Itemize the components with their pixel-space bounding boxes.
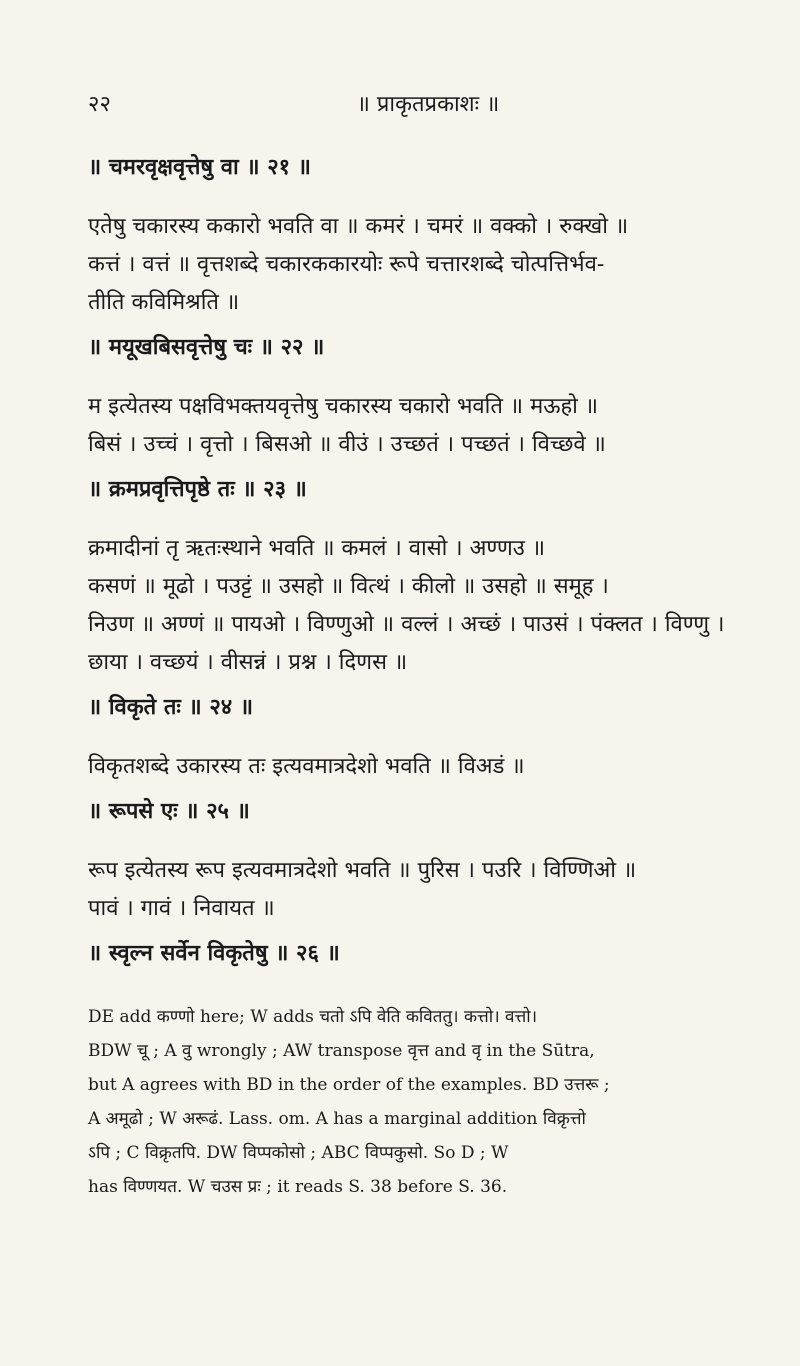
- sutra-24: [88, 688, 728, 786]
- sutra-22: [88, 328, 728, 464]
- page-header: [88, 88, 728, 122]
- commentary-line: छाया । वच्छयं । वीसन्नं । प्रश्न । दिणस ॥: [88, 650, 408, 675]
- footnote-line: A अमूढो ; W अरूढं. Lass. om. A has a marginal addition विक्रृत्तो: [88, 1109, 586, 1129]
- sutra-21: [88, 148, 728, 322]
- footnotes: [88, 1000, 728, 1204]
- sutra-heading: ॥ स्वृल्न सर्वेन विकृतेषु ॥ २६ ॥: [88, 940, 340, 966]
- footnote-line: ऽपि ; C विक्रृतपि. DW विप्पकोसो ; ABC विप्पकुसो. So D ; W: [88, 1143, 509, 1163]
- sutra-heading: ॥ चमरवृक्षवृत्तेषु वा ॥ २१ ॥: [88, 154, 311, 180]
- page-number: २२: [88, 92, 111, 117]
- footnote-line: DE add कण्णो here; W adds चतो ऽपि वेति कविततु। कत्तो। वत्तो।: [88, 1007, 538, 1027]
- commentary-line: बिसं । उच्चं । वृत्तो । बिसओ ॥ वीउं । उच्छतं । पच्छतं । विच्छवे ॥: [88, 432, 606, 457]
- commentary-line: निउण ॥ अण्णं ॥ पायओ । विण्णुओ ॥ वल्लं । अच्छं । पाउसं । पंक्लत । विण्णु ।: [88, 612, 725, 637]
- footnote-line: BDW चू ; A वु wrongly ; AW transpose वृत्त and वृ in the Sūtra,: [88, 1041, 595, 1061]
- sutra-26: [88, 934, 728, 972]
- sutra-25: [88, 792, 728, 928]
- commentary-line: एतेषु चकारस्य ककारो भवति वा ॥ कमरं । चमरं ॥ वक्को । रुक्खो ॥: [88, 214, 629, 239]
- sutra-heading: ॥ विकृते तः ॥ २४ ॥: [88, 694, 254, 720]
- footnote-line: but A agrees with BD in the order of the examples. BD उत्तरू ;: [88, 1075, 610, 1095]
- commentary-line: कसणं ॥ मूढो । पउट्टं ॥ उसहो ॥ वित्थं । कीलो ॥ उसहो ॥ समूह ।: [88, 574, 609, 599]
- footnote-line: has विण्णयत. W चउस प्रः ; it reads S. 38 before S. 36.: [88, 1177, 508, 1197]
- sutra-heading: ॥ रूपसे एः ॥ २५ ॥: [88, 798, 250, 824]
- main-text: [88, 142, 728, 994]
- commentary-line: रूप इत्येतस्य रूप इत्यवमात्रदेशो भवति ॥ पुरिस । पउरि । विण्णिओ ॥: [88, 858, 637, 883]
- commentary-line: क्रमादीनां तृ ऋतःस्थाने भवति ॥ कमलं । वासो । अण्णउ ॥: [88, 536, 546, 561]
- commentary-line: पावं । गावं । निवायत ॥: [88, 896, 275, 921]
- commentary-line: म इत्येतस्य पक्षविभक्तयवृत्तेषु चकारस्य चकारो भवति ॥ मऊहो ॥: [88, 394, 599, 419]
- commentary-line: कत्तं । वत्तं ॥ वृत्तशब्दे चकारककारयोः रूपे चत्तारशब्दे चोत्पत्तिर्भव-: [88, 252, 605, 277]
- sutra-heading: ॥ क्रमप्रवृत्तिपृष्ठे तः ॥ २३ ॥: [88, 476, 307, 502]
- running-title: ॥ प्राकृतप्रकाशः ॥: [356, 92, 500, 117]
- commentary-line: विकृतशब्दे उकारस्य तः इत्यवमात्रदेशो भवति ॥ विअडं ॥: [88, 754, 525, 779]
- sutra-23: [88, 470, 728, 682]
- sutra-heading: ॥ मयूखबिसवृत्तेषु चः ॥ २२ ॥: [88, 334, 325, 360]
- commentary-line: तीति कविमिश्रति ॥: [88, 290, 240, 315]
